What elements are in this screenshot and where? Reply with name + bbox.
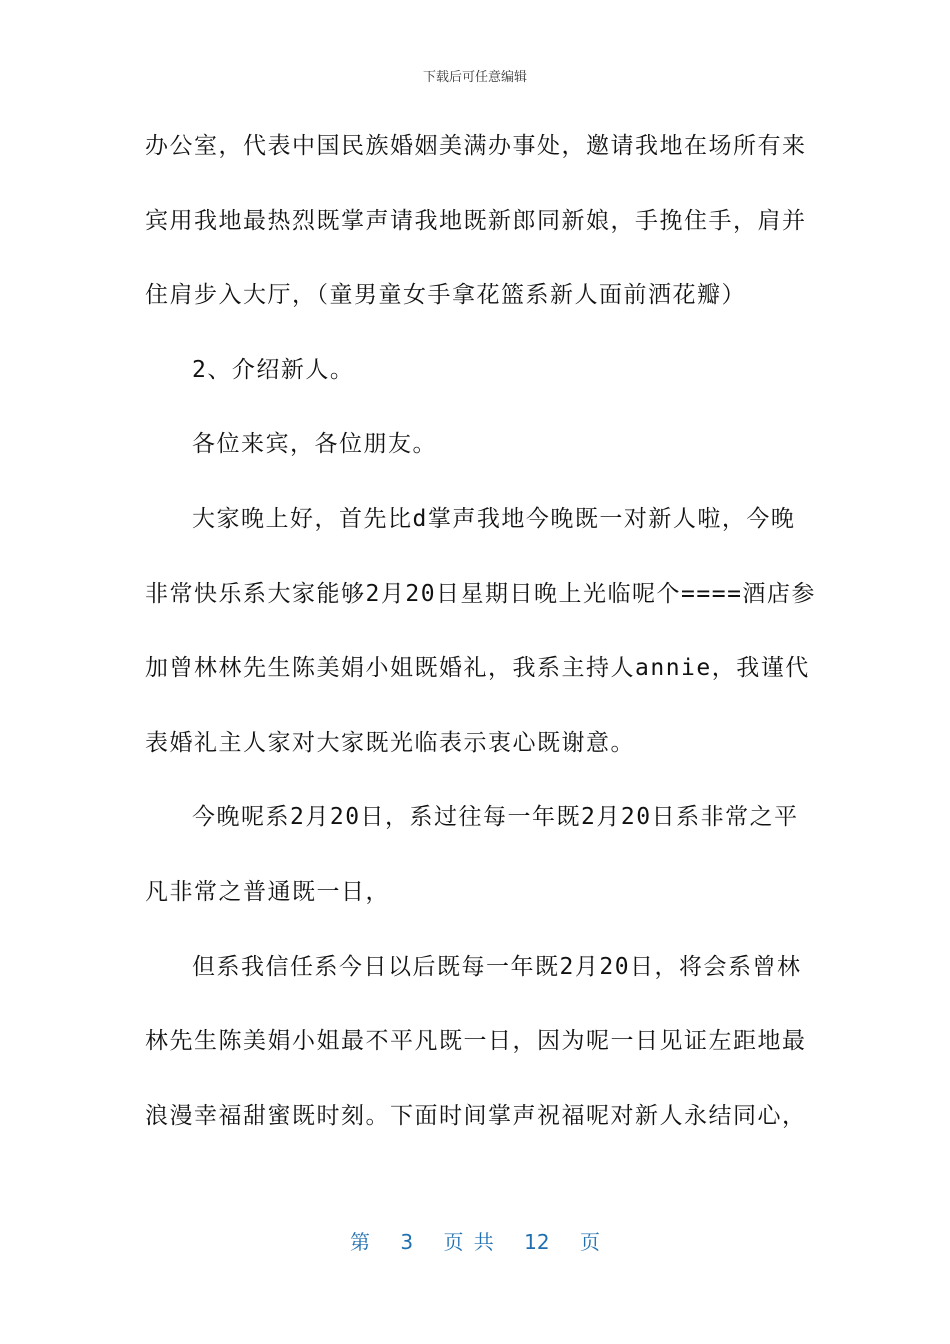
total-pages-number: 12 <box>524 1230 550 1254</box>
footer-suffix: 页 <box>579 1230 600 1254</box>
footer-middle: 页 共 <box>443 1230 494 1254</box>
current-page-number: 3 <box>400 1230 414 1254</box>
text-line: 林先生陈美娟小姐最不平凡既一日，因为呢一日见证左距地最 <box>145 1028 807 1055</box>
text-line: 办公室，代表中国民族婚姻美满办事处，邀请我地在场所有来 <box>145 133 807 159</box>
text-line: 大家晚上好，首先比d掌声我地今晚既一对新人啦，今晚 <box>192 505 796 532</box>
header-note: 下载后可任意编辑 <box>422 70 527 85</box>
text-line: 各位来宾，各位朋友。 <box>192 431 437 458</box>
text-line: 住肩步入大厅，（童男童女手拿花篮系新人面前洒花瓣） <box>145 282 746 309</box>
document-body <box>145 130 825 1174</box>
footer-prefix: 第 <box>350 1230 370 1254</box>
text-line: 宾用我地最热烈既掌声请我地既新郎同新娘，手挽住手，肩并 <box>145 207 807 234</box>
text-line: 今晚呢系2月20日，系过往每一年既2月20日系非常之平 <box>192 804 799 831</box>
text-line: 非常快乐系大家能够2月20日星期日晚上光临呢个====酒店参 <box>145 580 816 607</box>
text-line: 凡非常之普通既一日， <box>145 878 390 905</box>
text-line: 但系我信任系今日以后既每一年既2月20日，将会系曾林 <box>192 953 802 980</box>
text-line: 2、介绍新人。 <box>192 356 355 383</box>
text-line: 加曾林林先生陈美娟小姐既婚礼，我系主持人annie，我谨代 <box>145 655 810 682</box>
text-line: 表婚礼主人家对大家既光临表示衷心既谢意。 <box>145 729 635 756</box>
page-footer <box>0 1226 950 1255</box>
text-line: 浪漫幸福甜蜜既时刻。下面时间掌声祝福呢对新人永结同心， <box>145 1102 807 1129</box>
